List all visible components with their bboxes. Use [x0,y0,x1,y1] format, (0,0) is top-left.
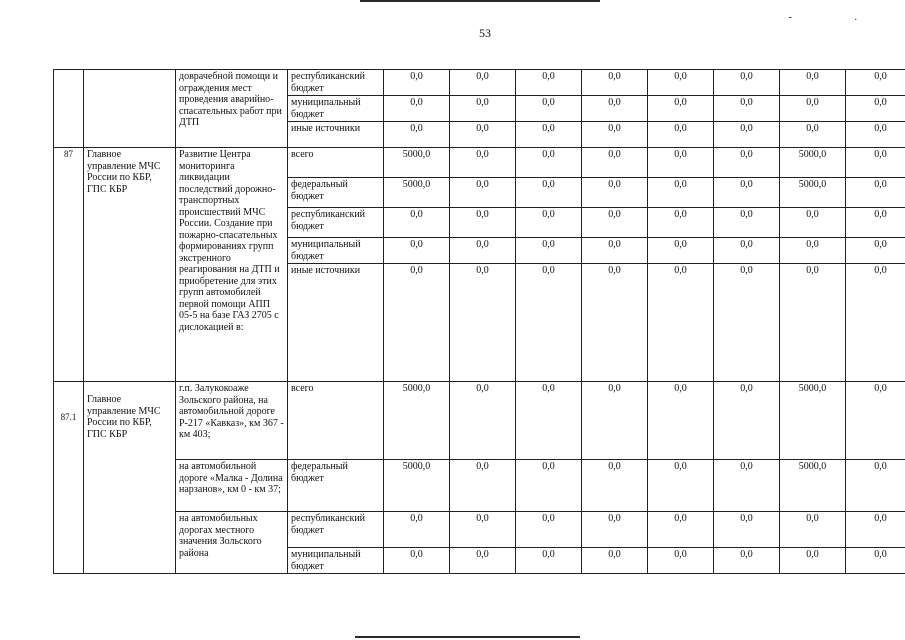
funding-source: всего [288,148,384,178]
funding-source: муниципальный бюджет [288,238,384,264]
value-cell: 0,0 [714,548,780,574]
value-cell: 0,0 [714,148,780,178]
value-cell: 0,0 [648,382,714,460]
value-cell: 0,0 [582,122,648,148]
value-cell: 0,0 [780,122,846,148]
value-cell: 5000,0 [780,178,846,208]
row-number-cell [54,70,84,148]
value-cell: 0,0 [714,122,780,148]
value-cell: 0,0 [780,70,846,96]
funding-source: республиканский бюджет [288,70,384,96]
value-cell: 0,0 [846,208,905,238]
value-cell: 0,0 [384,548,450,574]
value-cell: 5000,0 [384,382,450,460]
value-cell: 0,0 [450,96,516,122]
corner-marks: - . [788,12,887,23]
value-cell: 0,0 [846,512,905,548]
value-cell: 0,0 [714,70,780,96]
value-cell: 0,0 [780,96,846,122]
value-cell: 0,0 [648,264,714,382]
value-cell: 0,0 [648,460,714,512]
value-cell: 0,0 [846,238,905,264]
value-cell: 0,0 [714,460,780,512]
value-cell: 0,0 [516,460,582,512]
funding-source: федеральный бюджет [288,460,384,512]
funding-source: республиканский бюджет [288,208,384,238]
value-cell: 0,0 [450,382,516,460]
value-cell: 0,0 [846,122,905,148]
value-cell: 0,0 [582,70,648,96]
value-cell: 5000,0 [780,148,846,178]
value-cell: 0,0 [780,548,846,574]
value-cell: 0,0 [384,512,450,548]
table-row [54,148,905,178]
funding-source: всего [288,382,384,460]
value-cell: 0,0 [450,460,516,512]
value-cell: 0,0 [714,208,780,238]
value-cell: 0,0 [516,96,582,122]
value-cell: 0,0 [714,178,780,208]
value-cell: 0,0 [582,148,648,178]
value-cell: 0,0 [714,382,780,460]
value-cell: 0,0 [384,264,450,382]
budget-table [53,69,905,574]
page-number: 53 [479,26,491,40]
value-cell: 0,0 [384,238,450,264]
value-cell: 0,0 [582,548,648,574]
value-cell: 0,0 [450,512,516,548]
value-cell: 0,0 [846,264,905,382]
value-cell: 0,0 [714,96,780,122]
funding-source: федеральный бюджет [288,178,384,208]
value-cell: 0,0 [582,238,648,264]
value-cell: 0,0 [648,512,714,548]
value-cell: 0,0 [450,548,516,574]
value-cell: 0,0 [846,96,905,122]
value-cell: 0,0 [582,382,648,460]
value-cell: 0,0 [450,238,516,264]
value-cell: 0,0 [714,238,780,264]
row-number: 87.1 [54,382,84,574]
value-cell: 0,0 [846,70,905,96]
value-cell: 0,0 [582,264,648,382]
value-cell: 0,0 [582,96,648,122]
value-cell: 0,0 [846,460,905,512]
funding-source: муниципальный бюджет [288,548,384,574]
value-cell: 0,0 [384,122,450,148]
value-cell: 0,0 [384,208,450,238]
value-cell: 0,0 [516,548,582,574]
value-cell: 0,0 [450,178,516,208]
table-row [54,70,905,96]
value-cell: 0,0 [648,178,714,208]
value-cell: 0,0 [582,208,648,238]
value-cell: 0,0 [450,70,516,96]
value-cell: 0,0 [516,382,582,460]
value-cell: 0,0 [582,460,648,512]
table-row [54,460,905,512]
value-cell: 0,0 [582,512,648,548]
funding-source: муниципальный бюджет [288,96,384,122]
value-cell: 0,0 [516,238,582,264]
value-cell: 0,0 [846,548,905,574]
description-cell: на автомобильных дорогах местного значения Зольского района [176,512,288,574]
value-cell: 0,0 [780,512,846,548]
funding-source: республиканский бюджет [288,512,384,548]
value-cell: 0,0 [780,208,846,238]
value-cell: 0,0 [516,178,582,208]
value-cell: 0,0 [648,548,714,574]
value-cell: 0,0 [648,238,714,264]
value-cell: 0,0 [582,178,648,208]
value-cell: 0,0 [516,512,582,548]
row-number: 87 [54,148,84,382]
description-cell: г.п. Залукокоаже Зольского района, на автомобильной дороге Р-217 «Кавказ», км 367 - км 403; [176,382,288,460]
value-cell: 0,0 [384,96,450,122]
value-cell: 0,0 [846,382,905,460]
value-cell: 0,0 [450,148,516,178]
value-cell: 5000,0 [384,460,450,512]
value-cell: 0,0 [714,512,780,548]
value-cell: 0,0 [780,264,846,382]
value-cell: 0,0 [516,70,582,96]
value-cell: 0,0 [450,208,516,238]
funding-source: иные источники [288,122,384,148]
value-cell: 5000,0 [780,382,846,460]
scan-artifact-bottom [355,636,580,638]
value-cell: 0,0 [648,148,714,178]
value-cell: 0,0 [516,148,582,178]
scan-artifact-top [360,0,600,2]
description-cell: доврачебной помощи и ограждения мест проведения аварийно-спасательных работ при ДТП [176,70,288,148]
value-cell: 0,0 [516,122,582,148]
value-cell: 0,0 [384,70,450,96]
value-cell: 5000,0 [384,178,450,208]
value-cell: 0,0 [516,208,582,238]
table-row [54,382,905,460]
funding-source: иные источники [288,264,384,382]
organization: Главное управление МЧС России по КБР, ГПС КБР [84,148,176,382]
organization-cell [84,70,176,148]
value-cell: 0,0 [648,208,714,238]
value-cell: 0,0 [648,96,714,122]
value-cell: 0,0 [648,122,714,148]
value-cell: 5000,0 [384,148,450,178]
value-cell: 0,0 [780,238,846,264]
value-cell: 0,0 [450,122,516,148]
description-cell: Развитие Центра мониторинга ликвидации последствий дорожно-транспортных происшествий МЧС России. Создание при пожарно-спасательных формированиях групп экстренного реагирования на ДТП и приобретение для этих групп автомобилей первой помощи АПП 05-5 на базе ГАЗ 2705 с дислокацией в: [176,148,288,382]
value-cell: 0,0 [846,148,905,178]
value-cell: 0,0 [450,264,516,382]
organization: Главное управление МЧС России по КБР, ГПС КБР [84,382,176,574]
value-cell: 0,0 [648,70,714,96]
description-cell: на автомобильной дороге «Малка - Долина нарзанов», км 0 - км 37; [176,460,288,512]
value-cell: 0,0 [714,264,780,382]
value-cell: 5000,0 [780,460,846,512]
value-cell: 0,0 [516,264,582,382]
value-cell: 0,0 [846,178,905,208]
table-row [54,512,905,548]
